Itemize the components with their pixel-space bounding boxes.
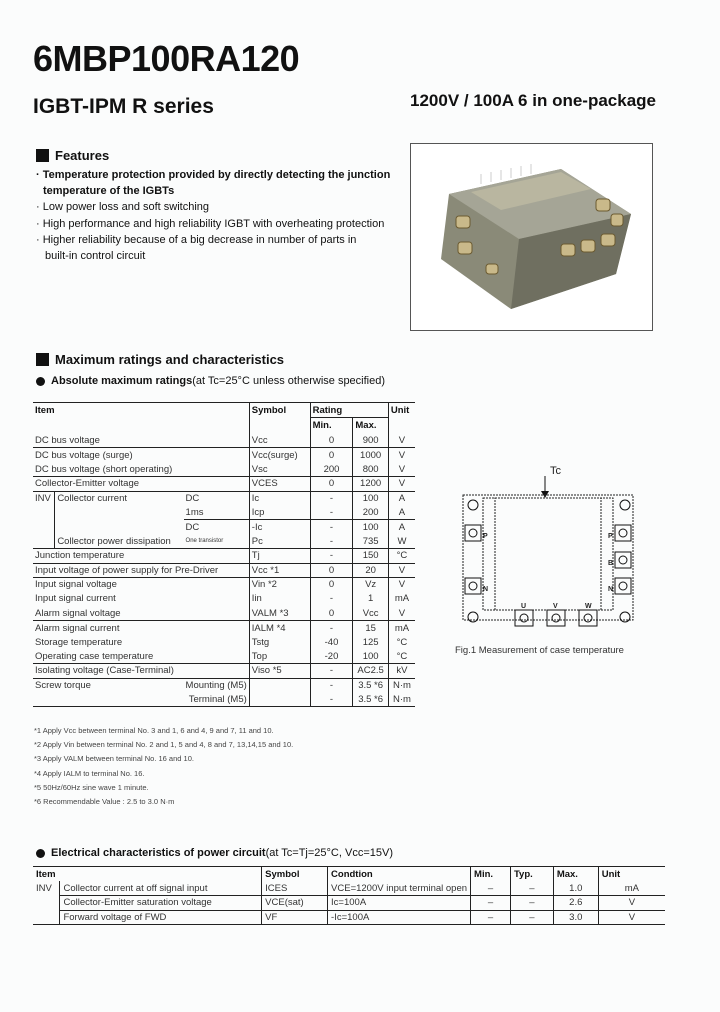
row-condition: DC xyxy=(184,520,250,534)
row-unit: A xyxy=(388,520,415,534)
circle-bullet-icon xyxy=(36,377,45,386)
row-min: 0 xyxy=(310,434,353,448)
row-item: Input signal current xyxy=(35,593,116,605)
row-min: – xyxy=(471,910,511,925)
feature-text: Temperature protection provided by directly detecting the junction xyxy=(42,169,391,181)
row-symbol: ICES xyxy=(262,881,328,896)
row-condition: One transistor xyxy=(185,538,224,545)
electrical-label: Electrical characteristics of power circuit xyxy=(51,847,266,859)
row-symbol: Vcc *1 xyxy=(249,563,310,577)
table-row xyxy=(33,896,665,911)
table-row xyxy=(33,577,415,591)
row-condition: Terminal (M5) xyxy=(188,693,247,705)
col-header-min: Min. xyxy=(310,418,353,434)
row-max: 100 xyxy=(353,649,389,663)
row-condition: Mounting (M5) xyxy=(185,680,247,692)
footnote: *2 Apply Vin between terminal No. 2 and 1, 5 and 4, 8 and 7, 13,14,15 and 10. xyxy=(34,740,294,750)
footnote: *1 Apply Vcc between terminal No. 3 and 1, 6 and 4, 9 and 7, 11 and 10. xyxy=(34,726,274,735)
feature-item: · High performance and high reliability IGBT with overheating protection xyxy=(36,217,385,230)
tc-label: Tc xyxy=(550,465,561,477)
features-heading-text: Features xyxy=(55,148,110,163)
pin-label: P xyxy=(483,533,488,540)
row-symbol: Tstg xyxy=(249,635,310,649)
table-row xyxy=(33,649,415,663)
row-item: Alarm signal current xyxy=(35,622,120,634)
electrical-conditions: (at Tc=Tj=25°C, Vcc=15V) xyxy=(265,847,393,859)
table-row xyxy=(33,563,415,577)
row-min: 0 xyxy=(310,577,353,591)
series-subtitle: IGBT-IPM R series xyxy=(33,95,214,118)
row-unit: N·m xyxy=(388,693,415,707)
row-typ: – xyxy=(510,881,553,896)
abs-max-ratings-subheading xyxy=(36,375,385,387)
row-item: Collector-Emitter voltage xyxy=(35,478,140,490)
absolute-max-ratings-table xyxy=(33,402,415,707)
row-unit: mA xyxy=(388,592,415,606)
row-item: Input voltage of power supply for Pre-Driver xyxy=(35,564,219,576)
case-temperature-figure xyxy=(455,460,645,645)
row-unit: V xyxy=(388,434,415,448)
row-condition: 1ms xyxy=(185,506,204,518)
row-min: - xyxy=(310,592,353,606)
row-symbol: VCE(sat) xyxy=(262,896,328,911)
feature-text: built-in control circuit xyxy=(45,250,146,263)
row-unit: A xyxy=(388,491,415,505)
feature-item xyxy=(36,183,390,199)
row-max: 150 xyxy=(353,549,389,563)
row-symbol: -Ic xyxy=(249,520,310,534)
row-item: Input signal voltage xyxy=(35,579,117,591)
row-symbol: Pc xyxy=(249,534,310,548)
pin-label: W xyxy=(585,603,592,610)
col-header-max: Max. xyxy=(553,867,598,882)
row-unit: V xyxy=(598,896,665,911)
row-max: 100 xyxy=(353,520,389,534)
row-min: - xyxy=(310,678,353,692)
row-min: - xyxy=(310,534,353,548)
pin-label: P xyxy=(608,533,613,540)
row-unit: V xyxy=(388,563,415,577)
row-symbol: Ic xyxy=(249,491,310,505)
table-row xyxy=(33,678,415,692)
row-max: 735 xyxy=(353,534,389,548)
row-max: AC2.5 xyxy=(353,664,389,678)
row-max: Vcc xyxy=(353,606,389,620)
feature-text: High performance and high reliability IGBT with overheating protection xyxy=(42,217,385,230)
row-item: Isolating voltage (Case-Terminal) xyxy=(35,665,174,677)
package-rating: 1200V / 100A 6 in one-package xyxy=(410,91,656,110)
row-item: Screw torque xyxy=(35,680,91,692)
row-condition: DC xyxy=(185,493,200,504)
row-min: – xyxy=(471,896,511,911)
row-typ: – xyxy=(510,896,553,911)
row-group: INV xyxy=(36,882,52,894)
row-item: Collector-Emitter saturation voltage xyxy=(60,896,262,911)
row-max: 1000 xyxy=(353,448,389,462)
max-ratings-heading xyxy=(36,352,284,367)
col-header-condition: Condtion xyxy=(328,867,471,882)
pin-label: U xyxy=(521,603,527,610)
row-max: 20 xyxy=(353,563,389,577)
row-min: - xyxy=(310,505,353,519)
row-item: Collector current at off signal input xyxy=(60,881,262,896)
row-symbol: Vsc xyxy=(249,462,310,476)
row-item: Alarm signal voltage xyxy=(35,607,121,619)
row-max: 3.5 *6 xyxy=(353,678,389,692)
abs-max-conditions: (at Tc=25°C unless otherwise specified) xyxy=(192,375,386,387)
pin-label: V xyxy=(553,603,558,610)
row-item xyxy=(33,693,184,707)
pin-label: N xyxy=(608,586,614,593)
row-item xyxy=(55,505,184,519)
col-header-symbol: Symbol xyxy=(262,867,328,882)
table-row xyxy=(33,505,415,519)
table-row xyxy=(33,491,415,505)
row-min: - xyxy=(310,693,353,707)
feature-text: temperature of the IGBTs xyxy=(43,185,175,198)
row-min: 0 xyxy=(310,606,353,620)
row-max: 125 xyxy=(353,635,389,649)
table-row xyxy=(33,606,415,620)
row-item: Collector current xyxy=(55,491,184,505)
row-min: - xyxy=(310,520,353,534)
figure-caption: Fig.1 Measurement of case temperature xyxy=(455,645,624,656)
table-row xyxy=(33,477,415,491)
row-item xyxy=(55,520,184,534)
row-condition: -Ic=100A xyxy=(328,910,471,925)
row-group: INV xyxy=(35,493,51,504)
row-unit: kV xyxy=(388,664,415,678)
row-min: 0 xyxy=(310,448,353,462)
col-header-unit: Unit xyxy=(388,403,415,418)
row-min: – xyxy=(471,881,511,896)
table-row xyxy=(33,664,415,678)
table-row xyxy=(33,621,415,635)
row-unit: A xyxy=(388,505,415,519)
row-unit: mA xyxy=(388,621,415,635)
col-header-rating: Rating xyxy=(310,403,388,418)
row-item: Operating case temperature xyxy=(35,650,154,662)
footnote: *3 Apply VALM between terminal No. 16 and 10. xyxy=(34,754,194,764)
square-bullet-icon xyxy=(36,149,49,162)
row-condition: Ic=100A xyxy=(328,896,471,911)
pin-label: B xyxy=(608,560,614,567)
table-row xyxy=(33,881,665,896)
table-row xyxy=(33,520,415,534)
circle-bullet-icon xyxy=(36,849,45,858)
row-max: 900 xyxy=(353,434,389,448)
part-number-title: 6MBP100RA120 xyxy=(33,38,300,79)
col-header-unit: Unit xyxy=(598,867,665,882)
row-min: 200 xyxy=(310,462,353,476)
feature-item: · Higher reliability because of a big decrease in number of parts in xyxy=(36,233,357,246)
square-bullet-icon xyxy=(36,353,49,366)
row-group xyxy=(33,534,55,548)
row-item: DC bus voltage xyxy=(35,434,100,446)
row-unit: °C xyxy=(388,635,415,649)
features-list xyxy=(36,167,390,264)
row-typ: – xyxy=(510,910,553,925)
row-max: 1 xyxy=(353,592,389,606)
row-symbol xyxy=(249,678,310,692)
footnote: *4 Apply IALM to terminal No. 16. xyxy=(34,768,145,778)
max-ratings-heading-text: Maximum ratings and characteristics xyxy=(55,352,285,367)
feature-text: Low power loss and soft switching xyxy=(42,201,210,214)
row-max: 800 xyxy=(353,462,389,476)
table-row xyxy=(33,434,415,448)
col-header-typ: Typ. xyxy=(510,867,553,882)
row-unit: V xyxy=(388,462,415,476)
row-min: - xyxy=(310,549,353,563)
row-min: 0 xyxy=(310,563,353,577)
row-min: - xyxy=(310,491,353,505)
row-unit: N·m xyxy=(388,678,415,692)
row-item: DC bus voltage (short operating) xyxy=(35,463,173,475)
pin-label: N xyxy=(483,586,489,593)
col-header-max: Max. xyxy=(353,418,389,434)
row-group xyxy=(33,896,60,911)
table-row xyxy=(33,693,415,707)
footnote: *5 50Hz/60Hz sine wave 1 minute. xyxy=(34,782,149,792)
row-item: Forward voltage of FWD xyxy=(60,910,262,925)
row-condition: VCE=1200V input terminal open xyxy=(328,881,471,896)
electrical-characteristics-subheading xyxy=(36,847,393,859)
row-max: 1200 xyxy=(353,477,389,491)
row-unit: V xyxy=(388,606,415,620)
col-header-min: Min. xyxy=(471,867,511,882)
table-row xyxy=(33,462,415,476)
footnote: *6 Recommendable Value : 2.5 to 3.0 N·m xyxy=(34,797,175,807)
feature-item: · Temperature protection provided by directly detecting the junction xyxy=(36,169,391,181)
row-symbol: IALM *4 xyxy=(249,621,310,635)
row-group xyxy=(33,520,55,534)
feature-text: Higher reliability because of a big decrease in number of parts in xyxy=(42,233,357,246)
module-photo xyxy=(410,143,653,331)
col-header-item: Item xyxy=(35,404,55,416)
table-row xyxy=(33,635,415,649)
row-unit: V xyxy=(388,577,415,591)
row-symbol: Viso *5 xyxy=(249,664,310,678)
feature-item: · Low power loss and soft switching xyxy=(36,201,210,214)
table-row xyxy=(33,534,415,548)
row-symbol xyxy=(249,693,310,707)
row-max: Vz xyxy=(353,577,389,591)
row-max: 3.0 xyxy=(553,910,598,925)
col-header-symbol: Symbol xyxy=(249,403,310,418)
row-symbol: Top xyxy=(249,649,310,663)
row-min: 0 xyxy=(310,477,353,491)
row-group xyxy=(33,505,55,519)
row-item: Junction temperature xyxy=(35,550,125,562)
table-row xyxy=(33,448,415,462)
row-symbol: Icp xyxy=(249,505,310,519)
table-row xyxy=(33,910,665,925)
row-item: Collector power dissipation xyxy=(55,534,184,548)
row-max: 3.5 *6 xyxy=(353,693,389,707)
row-symbol: Vcc(surge) xyxy=(249,448,310,462)
row-item: Storage temperature xyxy=(35,636,123,648)
table-row xyxy=(33,592,415,606)
abs-max-label: Absolute maximum ratings xyxy=(51,375,193,387)
row-unit: °C xyxy=(388,549,415,563)
row-group xyxy=(33,910,60,925)
feature-item xyxy=(36,248,390,264)
row-item: DC bus voltage (surge) xyxy=(35,449,133,461)
row-symbol: Tj xyxy=(249,549,310,563)
features-heading xyxy=(36,148,109,163)
row-max: 200 xyxy=(353,505,389,519)
row-max: 100 xyxy=(353,491,389,505)
row-min: - xyxy=(310,621,353,635)
row-unit: V xyxy=(388,448,415,462)
col-header-item: Item xyxy=(36,868,56,880)
row-unit: mA xyxy=(598,881,665,896)
row-unit: V xyxy=(388,477,415,491)
row-symbol: Vin *2 xyxy=(249,577,310,591)
footnotes xyxy=(34,724,293,809)
row-unit: °C xyxy=(388,649,415,663)
row-min: - xyxy=(310,664,353,678)
row-unit: V xyxy=(598,910,665,925)
row-symbol: VALM *3 xyxy=(249,606,310,620)
row-symbol: VF xyxy=(262,910,328,925)
row-max: 2.6 xyxy=(553,896,598,911)
table-row xyxy=(33,549,415,563)
electrical-characteristics-table xyxy=(33,866,665,925)
row-symbol: Vcc xyxy=(249,434,310,448)
row-unit: W xyxy=(388,534,415,548)
row-min: -40 xyxy=(310,635,353,649)
row-symbol: Iin xyxy=(249,592,310,606)
row-symbol: VCES xyxy=(249,477,310,491)
row-max: 1.0 xyxy=(553,881,598,896)
row-min: -20 xyxy=(310,649,353,663)
row-max: 15 xyxy=(353,621,389,635)
